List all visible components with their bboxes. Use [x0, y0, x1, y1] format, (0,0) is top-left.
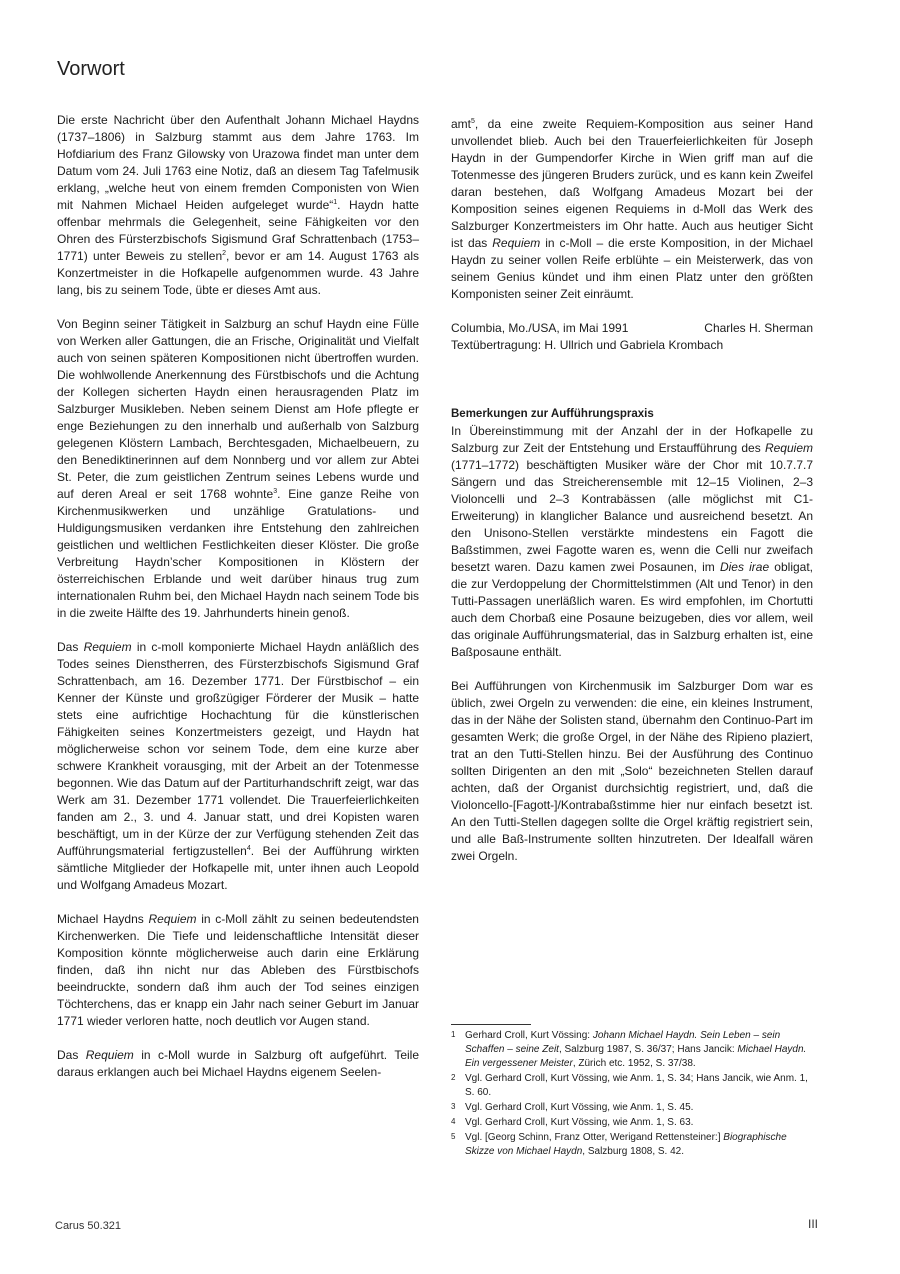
- paragraph: amt$^5$, da eine zweite Requiem-Komposition aus seiner Hand unvollendet blieb. Auch bei den Trauerfeierlichkeiten für Joseph Haydn in der Gumpendorfer Kirche in Wien griff man auf die Totenmesse des jüngeren Bruders zurück, und es kann kein Zweifel daran bestehen, daß Wolfgang Amadeus Mozart bei der Komposition seines eigenen Requiems in d-Moll das Werk des Salzburger Konzertmeisters im Ohr hatte. Auch aus heutiger Sicht ist das Requiem in c-Moll – die erste Komposition, in der Michael Haydn zu seiner vollen Reife erblühte – ein Meisterwerk, das von seinem Genius kündet und ihm einen Platz unter den größten Komponisten seiner Zeit einräumt.: [451, 117, 813, 301]
- paragraph: Die erste Nachricht über den Aufenthalt Johann Michael Haydns (1737–1806) in Salzburg stammt aus dem Jahre 1763. Im Hofdiarium des Franz Gilowsky von Urazowa findet man unter dem Datum vom 24. Juli 1763 eine Notiz, daß an diesem Tag Tafelmusik erklang, „welche heut von einem fremden Componisten von Wien mit Nahmen Michael Heiden aufgeleget wurde“$^1$. Haydn hatte offenbar mehrmals die Gelegenheit, seine Fähigkeiten vor den Ohren des Fürsterzbischofs Sigismund Graf Schrattenbach (1753–1771) unter Beweis zu stellen$^2$, bevor er am 14. August 1763 als Konzertmeister in die Hofkapelle aufgenommen wurde. 43 Jahre lang, bis zu seinem Tode, übte er dieses Amt aus.: [57, 113, 419, 297]
- section-heading: Bemerkungen zur Aufführungspraxis: [451, 408, 654, 420]
- footnote: 5 Vgl. [Georg Schinn, Franz Otter, Werigand Rettensteiner:] Biographische Skizze von Michael Haydn, Salzburg 1808, S. 42.: [451, 1132, 787, 1157]
- footnote-ref: 1: [333, 199, 338, 206]
- place-date: Columbia, Mo./USA, im Mai 1991: [451, 321, 629, 335]
- footnote-ref: 5: [471, 118, 475, 125]
- footnote: 4 Vgl. Gerhard Croll, Kurt Vössing, wie Anm. 1, S. 63.: [451, 1117, 694, 1128]
- footnote-ref: 2: [222, 250, 227, 257]
- footnote-divider: [451, 1024, 531, 1025]
- page-number: III: [808, 1217, 819, 1231]
- footnote-ref: 4: [246, 845, 251, 852]
- paragraph: Bei Aufführungen von Kirchenmusik im Salzburger Dom war es üblich, zwei Orgeln zu verwenden: die eine, ein kleines Instrument, das in der Nähe der Solisten stand, übernahm den Continuo-Part im gesamten Werk; die große Orgel, in der Nähe des Ripieno plaziert, trat an den Tutti-Stellen hinzu. Bei der Ausführung des Continuo sollten Dirigenten an den mit „Solo“ bezeichneten Stellen darauf achten, daß der Organist durchsichtig registriert, und, daß die Violoncello-[Fagott-]/Kontrabaßstimme hier nur einfach besetzt ist. An den Tutti-Stellen dagegen sollte die Orgel kräftig registriert sein, und alle Baß-Instrumente sollten hinzutreten. Der Idealfall wären zwei Orgeln.: [451, 679, 813, 863]
- paragraph: Das Requiem in c-Moll wurde in Salzburg oft aufgeführt. Teile daraus erklangen auch bei Michael Haydns eigenem Seelen-: [57, 1048, 419, 1079]
- footnote: 3 Vgl. Gerhard Croll, Kurt Vössing, wie Anm. 1, S. 45.: [451, 1102, 694, 1113]
- right-column: [451, 116, 813, 882]
- footnote: 2 Vgl. Gerhard Croll, Kurt Vössing, wie Anm. 1, S. 34; Hans Jancik, wie Anm. 1, S. 60.: [451, 1073, 808, 1098]
- paragraph: Michael Haydns Requiem in c-Moll zählt zu seinen bedeutendsten Kirchenwerken. Die Tiefe und leidenschaftliche Intensität dieser Komposition könnte möglicherweise auch darin eine Erklärung finden, daß ihn nicht nur das Ableben des Fürstbischofs beeindruckte, sondern daß ihm auch der Tod seines einzigen Töchterchens, das er knapp ein Jahr nach seiner Geburt im Januar 1771 wieder verloren hatte, noch deutlich vor Augen stand.: [57, 912, 419, 1028]
- footnote-ref: 3: [273, 488, 278, 495]
- paragraph: Von Beginn seiner Tätigkeit in Salzburg an schuf Haydn eine Fülle von Werken aller Gattungen, die an Frische, Originalität und Vielfalt auch von seinen späteren Kompositionen nicht übertroffen wurden. Die wohlwollende Anerkennung des Fürstbischofs und die Achtung der Kollegen sicherten Haydn einen herausragenden Platz im Salzburger Musikleben. Neben seinem Dienst am Hofe pflegte er enge Beziehungen zu den innerhalb und außerhalb von Salzburg gelegenen Klöstern Lambach, Berchtesgaden, Michaelbeuern, zu den Benediktinerinnen auf dem Nonnberg und vor allem zur Abtei St. Peter, die zum geistlichen Zentrum seines Lebens wurde und auf deren Areal er seit 1768 wohnte$^3$. Eine ganze Reihe von Kirchenmusikwerken und unzählige Gratulations- und Huldigungsmusiken verdanken ihre Entstehung den zahlreichen geistlichen und weltlichen Festlichkeiten dieser Klöster. Die große Verbreitung Haydn’scher Kompositionen in Klöstern der österreichischen Erblande und weit darüber hinaus trug zum internationalen Ruhm bei, den Michael Haydn nach seinem Tode bis in die zweite Hälfte des 19. Jahrhunderts hinein genoß.: [57, 317, 419, 620]
- catalog-number: Carus 50.321: [55, 1220, 122, 1232]
- paragraph: Das Requiem in c-moll komponierte Michael Haydn anläßlich des Todes seines Dienstherren, des Fürsterzbischofs Sigismund Graf Schrattenbach, am 16. Dezember 1771. Der Fürstbischof – ein Kenner der Künste und großzügiger Förderer der Musik – hatte stets eine aufrichtige Hochachtung für die künstlerischen Fähigkeiten seines Konzertmeisters gezeigt, und Haydn hat möglicherweise schon vor seinem Tode, dem eine kurze aber schwere Krankheit vorausging, mit der Arbeit an der Totenmesse begonnen. Wie das Datum auf der Partiturhandschrift zeigt, war das Werk am 31. Dezember 1771 vollendet. Die Trauerfeierlichkeiten fanden am 2., 3. und 4. Januar statt, und drei Kopisten waren beschäftigt, um in der Kürze der zur Verfügung stehenden Zeit das Aufführungsmaterial fertigzustellen$^4$. Bei der Aufführung wirkten sämtliche Mitglieder der Hofkapelle mit, unter ihnen auch Leopold und Wolfgang Amadeus Mozart.: [57, 640, 420, 892]
- author-name: Charles H. Sherman: [704, 321, 813, 335]
- page-title: Vorwort: [57, 58, 125, 80]
- signature-line: [451, 320, 813, 337]
- footnotes: [451, 1024, 817, 1160]
- translation-credit: Textübertragung: H. Ullrich und Gabriela Krombach: [451, 338, 724, 352]
- footnote: 1 Gerhard Croll, Kurt Vössing: Johann Michael Haydn. Sein Leben – sein Schaffen – seine Zeit, Salzburg 1987, S. 36/37; Hans Jancik: Michael Haydn. Ein vergessener Meister, Zürich etc. 1952, S. 37/38.: [451, 1030, 807, 1069]
- paragraph: In Übereinstimmung mit der Anzahl der in der Hofkapelle zu Salzburg zur Zeit der Entstehung und Erstaufführung des Requiem (1771–1772) beschäftigten Musiker wäre der Chor mit 10.7.7.7 Sängern und das Streicherensemble mit 12–15 Violinen, 2–3 Violoncelli und 2–3 Kontrabässen (alle möglichst mit C1-Erweiterung) in klanglicher Balance und ausreichend besetzt. An den Unisono-Stellen verstärkte mindestens ein Fagott die Baßstimmen, zwei Fagotte waren es, wenn die Celli nur zweifach besetzt waren. Dazu kamen zwei Posaunen, im Dies irae obligat, die zur Verdoppelung der Chormittelstimmen (Alt und Tenor) in den Tutti-Passagen unerläßlich waren. Es wird empfohlen, im Chortutti auch dem Chorbaß eine Posaune beizugeben, dies vor allem, weil das originale Aufführungsmaterial, das in Salzburg erhalten ist, eine Baßposaune enthält.: [451, 424, 814, 659]
- left-column: [57, 112, 419, 1081]
